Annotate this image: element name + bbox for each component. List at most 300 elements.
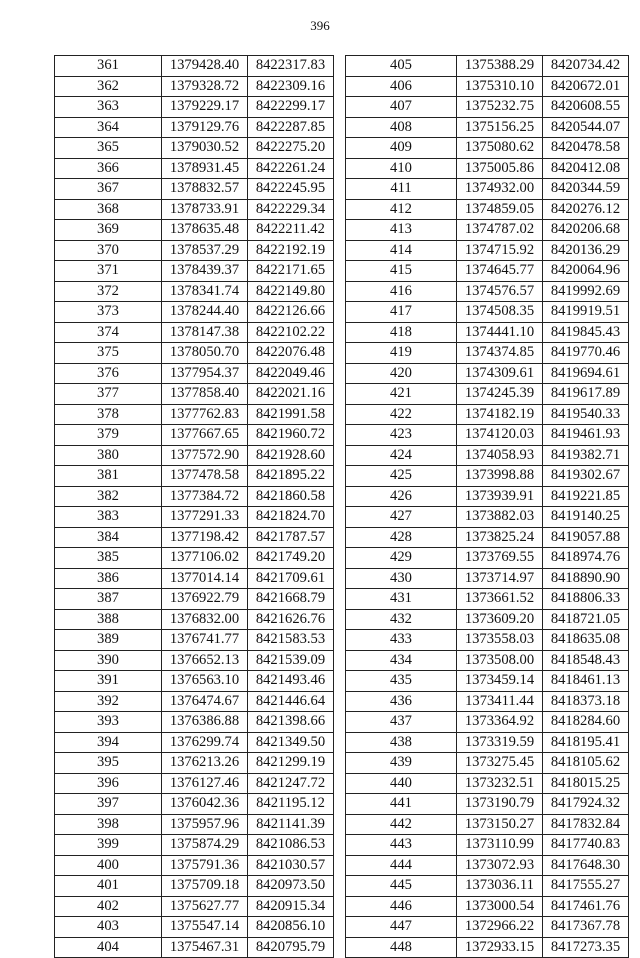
point-number-cell: 374	[55, 322, 162, 343]
table-row	[55, 548, 334, 569]
table-row	[55, 937, 334, 958]
y-coordinate-cell: 8417924.32	[543, 794, 629, 815]
x-coordinate-cell: 1375957.96	[162, 814, 248, 835]
table-row	[55, 404, 334, 425]
point-number-cell: 394	[55, 732, 162, 753]
y-coordinate-cell: 8420276.12	[543, 199, 629, 220]
x-coordinate-cell: 1373000.54	[457, 896, 543, 917]
y-coordinate-cell: 8418015.25	[543, 773, 629, 794]
y-coordinate-cell: 8420734.42	[543, 56, 629, 77]
x-coordinate-cell: 1373609.20	[457, 609, 543, 630]
y-coordinate-cell: 8422102.22	[248, 322, 334, 343]
table-row	[55, 732, 334, 753]
table-row	[346, 937, 629, 958]
x-coordinate-cell: 1373319.59	[457, 732, 543, 753]
table-row	[346, 548, 629, 569]
table-row	[55, 486, 334, 507]
x-coordinate-cell: 1373882.03	[457, 507, 543, 528]
point-number-cell: 397	[55, 794, 162, 815]
table-row	[346, 404, 629, 425]
point-number-cell: 377	[55, 384, 162, 405]
x-coordinate-cell: 1376832.00	[162, 609, 248, 630]
table-row	[346, 876, 629, 897]
y-coordinate-cell: 8419540.33	[543, 404, 629, 425]
x-coordinate-cell: 1374120.03	[457, 425, 543, 446]
point-number-cell: 371	[55, 261, 162, 282]
x-coordinate-cell: 1374309.61	[457, 363, 543, 384]
table-row	[55, 712, 334, 733]
y-coordinate-cell: 8421991.58	[248, 404, 334, 425]
point-number-cell: 415	[346, 261, 457, 282]
y-coordinate-cell: 8418284.60	[543, 712, 629, 733]
y-coordinate-cell: 8419057.88	[543, 527, 629, 548]
x-coordinate-cell: 1375310.10	[457, 76, 543, 97]
point-number-cell: 372	[55, 281, 162, 302]
y-coordinate-cell: 8420206.68	[543, 220, 629, 241]
x-coordinate-cell: 1376474.67	[162, 691, 248, 712]
point-number-cell: 413	[346, 220, 457, 241]
table-row	[346, 917, 629, 938]
x-coordinate-cell: 1374182.19	[457, 404, 543, 425]
table-row	[55, 527, 334, 548]
table-row	[346, 712, 629, 733]
x-coordinate-cell: 1373508.00	[457, 650, 543, 671]
x-coordinate-cell: 1378733.91	[162, 199, 248, 220]
y-coordinate-cell: 8419302.67	[543, 466, 629, 487]
y-coordinate-cell: 8421493.46	[248, 671, 334, 692]
point-number-cell: 367	[55, 179, 162, 200]
table-row	[55, 794, 334, 815]
y-coordinate-cell: 8419992.69	[543, 281, 629, 302]
x-coordinate-cell: 1379030.52	[162, 138, 248, 159]
y-coordinate-cell: 8418373.18	[543, 691, 629, 712]
point-number-cell: 398	[55, 814, 162, 835]
x-coordinate-cell: 1375156.25	[457, 117, 543, 138]
x-coordinate-cell: 1373364.92	[457, 712, 543, 733]
x-coordinate-cell: 1377384.72	[162, 486, 248, 507]
point-number-cell: 381	[55, 466, 162, 487]
y-coordinate-cell: 8421960.72	[248, 425, 334, 446]
point-number-cell: 362	[55, 76, 162, 97]
point-number-cell: 433	[346, 630, 457, 651]
table-row	[55, 281, 334, 302]
x-coordinate-cell: 1374441.10	[457, 322, 543, 343]
y-coordinate-cell: 8419382.71	[543, 445, 629, 466]
table-row	[346, 158, 629, 179]
y-coordinate-cell: 8422299.17	[248, 97, 334, 118]
x-coordinate-cell: 1378931.45	[162, 158, 248, 179]
table-row	[55, 179, 334, 200]
x-coordinate-cell: 1377762.83	[162, 404, 248, 425]
table-row	[346, 671, 629, 692]
x-coordinate-cell: 1373769.55	[457, 548, 543, 569]
y-coordinate-cell: 8421539.09	[248, 650, 334, 671]
point-number-cell: 404	[55, 937, 162, 958]
table-row	[346, 486, 629, 507]
point-number-cell: 444	[346, 855, 457, 876]
table-row	[55, 445, 334, 466]
table-row	[55, 302, 334, 323]
table-row	[55, 650, 334, 671]
table-row	[346, 384, 629, 405]
x-coordinate-cell: 1373459.14	[457, 671, 543, 692]
y-coordinate-cell: 8418461.13	[543, 671, 629, 692]
x-coordinate-cell: 1373825.24	[457, 527, 543, 548]
x-coordinate-cell: 1378050.70	[162, 343, 248, 364]
y-coordinate-cell: 8420412.08	[543, 158, 629, 179]
point-number-cell: 427	[346, 507, 457, 528]
point-number-cell: 448	[346, 937, 457, 958]
point-number-cell: 446	[346, 896, 457, 917]
y-coordinate-cell: 8417273.35	[543, 937, 629, 958]
y-coordinate-cell: 8422317.83	[248, 56, 334, 77]
x-coordinate-cell: 1379428.40	[162, 56, 248, 77]
x-coordinate-cell: 1374932.00	[457, 179, 543, 200]
table-row	[346, 261, 629, 282]
table-row	[55, 384, 334, 405]
table-row	[55, 117, 334, 138]
table-row	[55, 138, 334, 159]
table-row	[346, 814, 629, 835]
point-number-cell: 411	[346, 179, 457, 200]
table-row	[55, 466, 334, 487]
point-number-cell: 440	[346, 773, 457, 794]
table-row	[55, 363, 334, 384]
table-row	[346, 507, 629, 528]
point-number-cell: 423	[346, 425, 457, 446]
x-coordinate-cell: 1377954.37	[162, 363, 248, 384]
x-coordinate-cell: 1378341.74	[162, 281, 248, 302]
y-coordinate-cell: 8421749.20	[248, 548, 334, 569]
point-number-cell: 441	[346, 794, 457, 815]
table-row	[346, 425, 629, 446]
table-row	[55, 896, 334, 917]
y-coordinate-cell: 8417555.27	[543, 876, 629, 897]
y-coordinate-cell: 8422021.16	[248, 384, 334, 405]
point-number-cell: 368	[55, 199, 162, 220]
point-number-cell: 390	[55, 650, 162, 671]
point-number-cell: 384	[55, 527, 162, 548]
y-coordinate-cell: 8420344.59	[543, 179, 629, 200]
y-coordinate-cell: 8421824.70	[248, 507, 334, 528]
table-row	[55, 425, 334, 446]
y-coordinate-cell: 8418890.90	[543, 568, 629, 589]
x-coordinate-cell: 1373939.91	[457, 486, 543, 507]
point-number-cell: 443	[346, 835, 457, 856]
point-number-cell: 400	[55, 855, 162, 876]
x-coordinate-cell: 1373998.88	[457, 466, 543, 487]
table-row	[346, 445, 629, 466]
table-row	[55, 97, 334, 118]
point-number-cell: 387	[55, 589, 162, 610]
y-coordinate-cell: 8421860.58	[248, 486, 334, 507]
x-coordinate-cell: 1373110.99	[457, 835, 543, 856]
table-row	[346, 138, 629, 159]
point-number-cell: 422	[346, 404, 457, 425]
table-row	[346, 56, 629, 77]
x-coordinate-cell: 1377198.42	[162, 527, 248, 548]
x-coordinate-cell: 1374576.57	[457, 281, 543, 302]
y-coordinate-cell: 8421349.50	[248, 732, 334, 753]
x-coordinate-cell: 1373661.52	[457, 589, 543, 610]
page-number: 396	[310, 18, 330, 33]
x-coordinate-cell: 1377858.40	[162, 384, 248, 405]
point-number-cell: 434	[346, 650, 457, 671]
y-coordinate-cell: 8419919.51	[543, 302, 629, 323]
x-coordinate-cell: 1375005.86	[457, 158, 543, 179]
x-coordinate-cell: 1378147.38	[162, 322, 248, 343]
point-number-cell: 420	[346, 363, 457, 384]
point-number-cell: 437	[346, 712, 457, 733]
point-number-cell: 409	[346, 138, 457, 159]
x-coordinate-cell: 1378244.40	[162, 302, 248, 323]
x-coordinate-cell: 1375627.77	[162, 896, 248, 917]
table-row	[346, 609, 629, 630]
table-row	[55, 261, 334, 282]
table-row	[346, 76, 629, 97]
y-coordinate-cell: 8420856.10	[248, 917, 334, 938]
table-row	[346, 343, 629, 364]
point-number-cell: 379	[55, 425, 162, 446]
y-coordinate-cell: 8420973.50	[248, 876, 334, 897]
y-coordinate-cell: 8422261.24	[248, 158, 334, 179]
point-number-cell: 375	[55, 343, 162, 364]
table-row	[346, 630, 629, 651]
point-number-cell: 405	[346, 56, 457, 77]
x-coordinate-cell: 1375709.18	[162, 876, 248, 897]
x-coordinate-cell: 1373411.44	[457, 691, 543, 712]
point-number-cell: 402	[55, 896, 162, 917]
y-coordinate-cell: 8420064.96	[543, 261, 629, 282]
x-coordinate-cell: 1376213.26	[162, 753, 248, 774]
y-coordinate-cell: 8417461.76	[543, 896, 629, 917]
point-number-cell: 393	[55, 712, 162, 733]
table-row	[346, 466, 629, 487]
y-coordinate-cell: 8419845.43	[543, 322, 629, 343]
y-coordinate-cell: 8420544.07	[543, 117, 629, 138]
x-coordinate-cell: 1375232.75	[457, 97, 543, 118]
table-row	[346, 855, 629, 876]
point-number-cell: 383	[55, 507, 162, 528]
point-number-cell: 370	[55, 240, 162, 261]
x-coordinate-cell: 1376127.46	[162, 773, 248, 794]
point-number-cell: 442	[346, 814, 457, 835]
x-coordinate-cell: 1374859.05	[457, 199, 543, 220]
x-coordinate-cell: 1379328.72	[162, 76, 248, 97]
y-coordinate-cell: 8419140.25	[543, 507, 629, 528]
table-row	[55, 76, 334, 97]
table-row	[55, 855, 334, 876]
y-coordinate-cell: 8421398.66	[248, 712, 334, 733]
x-coordinate-cell: 1372966.22	[457, 917, 543, 938]
point-number-cell: 408	[346, 117, 457, 138]
table-row	[55, 507, 334, 528]
point-number-cell: 406	[346, 76, 457, 97]
point-number-cell: 386	[55, 568, 162, 589]
y-coordinate-cell: 8421247.72	[248, 773, 334, 794]
table-row	[346, 773, 629, 794]
point-number-cell: 392	[55, 691, 162, 712]
y-coordinate-cell: 8419461.93	[543, 425, 629, 446]
table-row	[346, 199, 629, 220]
table-row	[346, 97, 629, 118]
y-coordinate-cell: 8421195.12	[248, 794, 334, 815]
table-row	[346, 753, 629, 774]
point-number-cell: 419	[346, 343, 457, 364]
x-coordinate-cell: 1376386.88	[162, 712, 248, 733]
y-coordinate-cell: 8419770.46	[543, 343, 629, 364]
x-coordinate-cell: 1376741.77	[162, 630, 248, 651]
point-number-cell: 432	[346, 609, 457, 630]
x-coordinate-cell: 1376922.79	[162, 589, 248, 610]
point-number-cell: 391	[55, 671, 162, 692]
table-row	[55, 240, 334, 261]
point-number-cell: 431	[346, 589, 457, 610]
point-number-cell: 395	[55, 753, 162, 774]
x-coordinate-cell: 1373714.97	[457, 568, 543, 589]
x-coordinate-cell: 1374715.92	[457, 240, 543, 261]
point-number-cell: 380	[55, 445, 162, 466]
y-coordinate-cell: 8421299.19	[248, 753, 334, 774]
x-coordinate-cell: 1375388.29	[457, 56, 543, 77]
point-number-cell: 407	[346, 97, 457, 118]
point-number-cell: 373	[55, 302, 162, 323]
y-coordinate-cell: 8421030.57	[248, 855, 334, 876]
point-number-cell: 447	[346, 917, 457, 938]
x-coordinate-cell: 1377478.58	[162, 466, 248, 487]
y-coordinate-cell: 8419221.85	[543, 486, 629, 507]
point-number-cell: 376	[55, 363, 162, 384]
point-number-cell: 424	[346, 445, 457, 466]
x-coordinate-cell: 1374058.93	[457, 445, 543, 466]
table-row	[346, 691, 629, 712]
x-coordinate-cell: 1372933.15	[457, 937, 543, 958]
table-row	[55, 56, 334, 77]
y-coordinate-cell: 8420795.79	[248, 937, 334, 958]
table-row	[346, 794, 629, 815]
x-coordinate-cell: 1373275.45	[457, 753, 543, 774]
y-coordinate-cell: 8419617.89	[543, 384, 629, 405]
x-coordinate-cell: 1373072.93	[457, 855, 543, 876]
point-number-cell: 401	[55, 876, 162, 897]
point-number-cell: 363	[55, 97, 162, 118]
y-coordinate-cell: 8417832.84	[543, 814, 629, 835]
y-coordinate-cell: 8418195.41	[543, 732, 629, 753]
y-coordinate-cell: 8417367.78	[543, 917, 629, 938]
table-row	[55, 609, 334, 630]
point-number-cell: 418	[346, 322, 457, 343]
table-row	[346, 179, 629, 200]
y-coordinate-cell: 8421141.39	[248, 814, 334, 835]
point-number-cell: 361	[55, 56, 162, 77]
table-row	[55, 917, 334, 938]
y-coordinate-cell: 8421446.64	[248, 691, 334, 712]
point-number-cell: 445	[346, 876, 457, 897]
x-coordinate-cell: 1374508.35	[457, 302, 543, 323]
y-coordinate-cell: 8422171.65	[248, 261, 334, 282]
table-row	[55, 589, 334, 610]
x-coordinate-cell: 1373558.03	[457, 630, 543, 651]
y-coordinate-cell: 8422049.46	[248, 363, 334, 384]
y-coordinate-cell: 8418974.76	[543, 548, 629, 569]
y-coordinate-cell: 8419694.61	[543, 363, 629, 384]
point-number-cell: 382	[55, 486, 162, 507]
x-coordinate-cell: 1375467.31	[162, 937, 248, 958]
table-row	[55, 199, 334, 220]
x-coordinate-cell: 1374245.39	[457, 384, 543, 405]
y-coordinate-cell: 8422192.19	[248, 240, 334, 261]
x-coordinate-cell: 1373036.11	[457, 876, 543, 897]
table-row	[346, 589, 629, 610]
y-coordinate-cell: 8417740.83	[543, 835, 629, 856]
point-number-cell: 399	[55, 835, 162, 856]
x-coordinate-cell: 1375547.14	[162, 917, 248, 938]
point-number-cell: 366	[55, 158, 162, 179]
table-row	[55, 630, 334, 651]
x-coordinate-cell: 1376299.74	[162, 732, 248, 753]
point-number-cell: 412	[346, 199, 457, 220]
point-number-cell: 417	[346, 302, 457, 323]
point-number-cell: 396	[55, 773, 162, 794]
table-row	[55, 343, 334, 364]
point-number-cell: 425	[346, 466, 457, 487]
point-number-cell: 416	[346, 281, 457, 302]
table-row	[55, 814, 334, 835]
table-row	[346, 568, 629, 589]
y-coordinate-cell: 8418105.62	[543, 753, 629, 774]
table-row	[346, 220, 629, 241]
x-coordinate-cell: 1375791.36	[162, 855, 248, 876]
table-row	[55, 220, 334, 241]
x-coordinate-cell: 1377667.65	[162, 425, 248, 446]
x-coordinate-cell: 1376652.13	[162, 650, 248, 671]
x-coordinate-cell: 1374374.85	[457, 343, 543, 364]
point-number-cell: 365	[55, 138, 162, 159]
point-number-cell: 410	[346, 158, 457, 179]
y-coordinate-cell: 8421928.60	[248, 445, 334, 466]
x-coordinate-cell: 1378635.48	[162, 220, 248, 241]
y-coordinate-cell: 8420478.58	[543, 138, 629, 159]
point-number-cell: 435	[346, 671, 457, 692]
y-coordinate-cell: 8418721.05	[543, 609, 629, 630]
point-number-cell: 389	[55, 630, 162, 651]
y-coordinate-cell: 8420608.55	[543, 97, 629, 118]
y-coordinate-cell: 8421787.57	[248, 527, 334, 548]
point-number-cell: 428	[346, 527, 457, 548]
x-coordinate-cell: 1375874.29	[162, 835, 248, 856]
table-row	[55, 568, 334, 589]
x-coordinate-cell: 1374645.77	[457, 261, 543, 282]
x-coordinate-cell: 1379129.76	[162, 117, 248, 138]
table-row	[55, 773, 334, 794]
x-coordinate-cell: 1377106.02	[162, 548, 248, 569]
y-coordinate-cell: 8421709.61	[248, 568, 334, 589]
y-coordinate-cell: 8420672.01	[543, 76, 629, 97]
table-row	[346, 896, 629, 917]
x-coordinate-cell: 1377572.90	[162, 445, 248, 466]
table-row	[346, 240, 629, 261]
y-coordinate-cell: 8418548.43	[543, 650, 629, 671]
y-coordinate-cell: 8422229.34	[248, 199, 334, 220]
table-row	[346, 117, 629, 138]
point-number-cell: 369	[55, 220, 162, 241]
point-number-cell: 436	[346, 691, 457, 712]
y-coordinate-cell: 8421895.22	[248, 466, 334, 487]
coordinates-table-right	[345, 55, 629, 958]
table-row	[55, 691, 334, 712]
table-row	[55, 835, 334, 856]
point-number-cell: 421	[346, 384, 457, 405]
